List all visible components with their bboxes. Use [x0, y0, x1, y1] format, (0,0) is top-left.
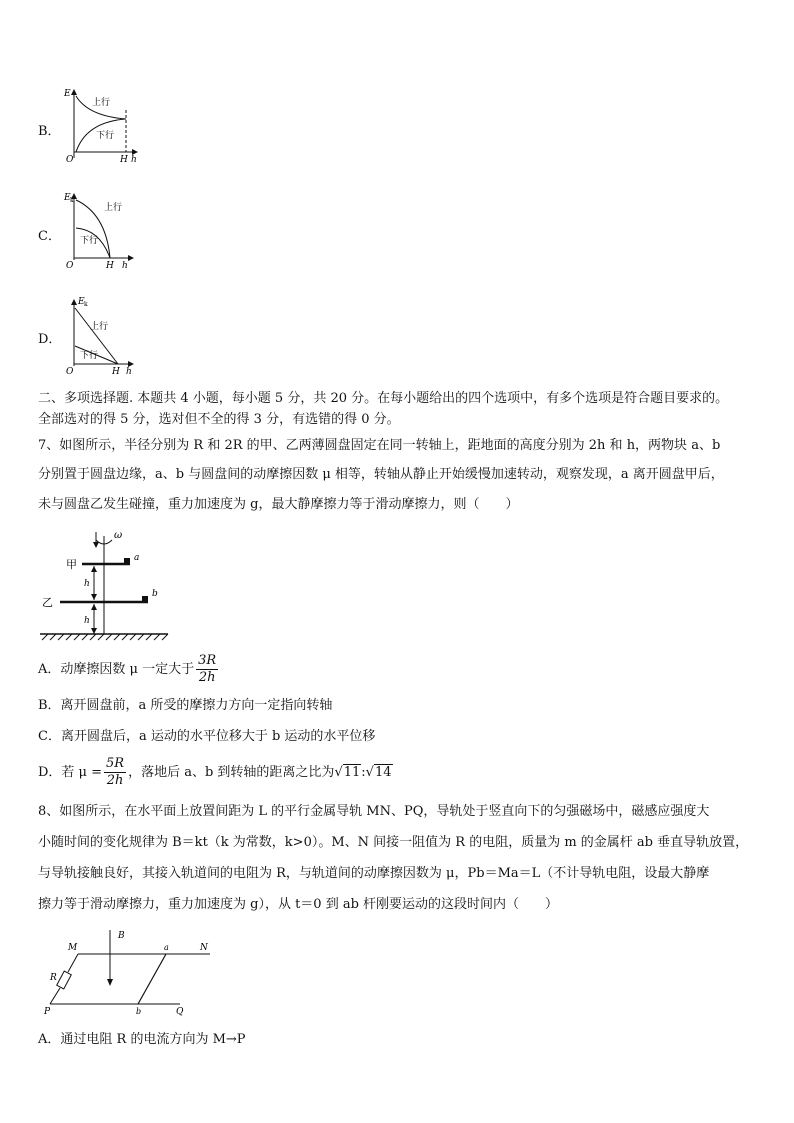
radicand-14: 14: [374, 765, 392, 780]
label-Q: Q: [176, 1007, 184, 1016]
down-label: 下行: [80, 351, 99, 361]
q8-line1: 8、如图所示，在水平面上放置间距为 L 的平行金属导轨 MN、PQ，导轨处于竖直向下的匀强磁场中，磁感应强度大: [38, 804, 710, 819]
down-label: 下行: [80, 236, 99, 246]
frac-numerator: 5R: [106, 756, 125, 771]
q7-option-d-fraction: [104, 756, 126, 789]
H-label: H: [120, 155, 128, 165]
origin-label: O: [66, 367, 74, 376]
label-b: b: [152, 589, 158, 599]
y-label: E: [64, 89, 71, 99]
option-b-label: B．: [38, 124, 61, 139]
connector-upper: [68, 954, 78, 972]
connector-lower: [50, 988, 60, 1004]
sqrt-14: √14: [365, 765, 392, 780]
q7-option-a-fraction: [196, 653, 218, 686]
label-a: a: [164, 943, 169, 952]
resistor-R: [57, 971, 72, 989]
sqrt-11: √11: [334, 765, 361, 780]
q7-line2: 分别置于圆盘边缘，a、b 与圆盘间的动摩擦因数 μ 相等，转轴从静止开始缓慢加速转动，观察发现，a 离开圆盘甲后，: [38, 467, 724, 482]
origin-label: O: [66, 155, 74, 165]
rotation-arrowhead: [93, 542, 99, 548]
option-c-graph: [60, 188, 140, 270]
label-b: b: [136, 1007, 142, 1016]
label-P: P: [44, 1007, 51, 1016]
q7-option-b: B．离开圆盘前，a 所受的摩擦力方向一定指向转轴: [38, 698, 333, 713]
omega-label: ω: [114, 530, 123, 541]
y-axis-arrow: [71, 299, 77, 305]
q8-line3: 与导轨接触良好，其接入轨道间的电阻为 R，与轨道间的动摩擦因数为 μ，Pb＝Ma＝L（不计导轨电阻，设最大静摩: [38, 866, 710, 881]
origin-label: O: [66, 261, 74, 270]
q7-line1: 7、如图所示，半径分别为 R 和 2R 的甲、乙两薄圆盘固定在同一转轴上，距地面的高度分别为 2h 和 h，两物块 a、b: [38, 438, 721, 453]
frac-denominator: 2h: [198, 670, 216, 685]
label-jia: 甲: [66, 558, 77, 571]
dim-arrow: [91, 566, 97, 572]
q7-option-d: [38, 755, 393, 791]
radicand-11: 11: [343, 765, 361, 780]
label-a: a: [134, 553, 140, 563]
ground-hatch: [42, 634, 168, 640]
section2-line2: 全部选对的得 5 分，选对但不全的得 3 分，有选错的得 0 分。: [38, 412, 400, 427]
y-sub: k: [84, 301, 88, 308]
h-label: h: [122, 261, 128, 270]
label-yi: 乙: [42, 596, 53, 609]
q7-option-d-pre: D．若 μ =: [38, 765, 103, 780]
q7-option-a-text: A．动摩擦因数 μ 一定大于: [38, 662, 195, 677]
rod-ab: [138, 954, 166, 1004]
H-label: H: [112, 367, 120, 376]
dim-arrow: [91, 594, 97, 600]
h-label: h: [131, 155, 137, 165]
option-c-label: C．: [38, 229, 61, 244]
y-axis-arrow: [71, 89, 77, 95]
dim-arrow: [91, 628, 97, 634]
section2-line1: 二、多项选择题. 本题共 4 小题，每小题 5 分，共 20 分。在每小题给出的四个选项中，有多个选项是符合题目要求的。: [38, 391, 729, 406]
block-b: [142, 596, 148, 602]
option-b-graph: [60, 86, 140, 166]
y-label: E: [78, 297, 85, 307]
H-label: H: [106, 261, 114, 270]
y-label: E: [64, 193, 71, 203]
q8-figure: [40, 924, 220, 1016]
up-label: 上行: [104, 203, 123, 213]
label-h-lower: h: [84, 616, 90, 626]
q7-line3: 未与圆盘乙发生碰撞，重力加速度为 g，最大静摩擦力等于滑动摩擦力，则（ ）: [38, 497, 519, 512]
frac-denominator: 2h: [106, 773, 124, 788]
q7-option-c: C．离开圆盘后，a 运动的水平位移大于 b 运动的水平位移: [38, 729, 376, 744]
q7-option-d-mid: ，落地后 a、b 到转轴的距离之比为: [128, 765, 335, 780]
y-sub: k: [70, 197, 74, 204]
up-label: 上行: [92, 98, 111, 108]
ratio-colon: :: [361, 765, 366, 780]
dim-arrow: [91, 604, 97, 610]
label-R: R: [50, 973, 57, 983]
x-axis-arrow: [128, 255, 134, 261]
option-d-graph: [60, 294, 140, 376]
label-N: N: [200, 943, 208, 953]
down-label: 下行: [96, 131, 115, 141]
up-label: 上行: [90, 322, 109, 332]
q8-line2: 小随时间的变化规律为 B＝kt（k 为常数，k>0）。M、N 间接一阻值为 R 的电阻，质量为 m 的金属杆 ab 垂直导轨放置，: [38, 835, 749, 850]
label-M: M: [68, 943, 78, 953]
h-label: h: [126, 367, 132, 376]
frac-numerator: 3R: [198, 653, 217, 668]
q7-figure: [38, 526, 172, 644]
label-h-upper: h: [84, 579, 90, 589]
label-B: B: [118, 931, 125, 941]
option-d-label: D．: [38, 332, 62, 347]
q8-line4: 擦力等于滑动摩擦力，重力加速度为 g），从 t＝0 到 ab 杆刚要运动的这段时间内（ ）: [38, 897, 559, 912]
q7-option-a: [38, 652, 220, 688]
field-arrowhead: [107, 979, 113, 986]
block-a: [124, 558, 130, 564]
q8-option-a: A．通过电阻 R 的电流方向为 M→P: [38, 1032, 246, 1047]
